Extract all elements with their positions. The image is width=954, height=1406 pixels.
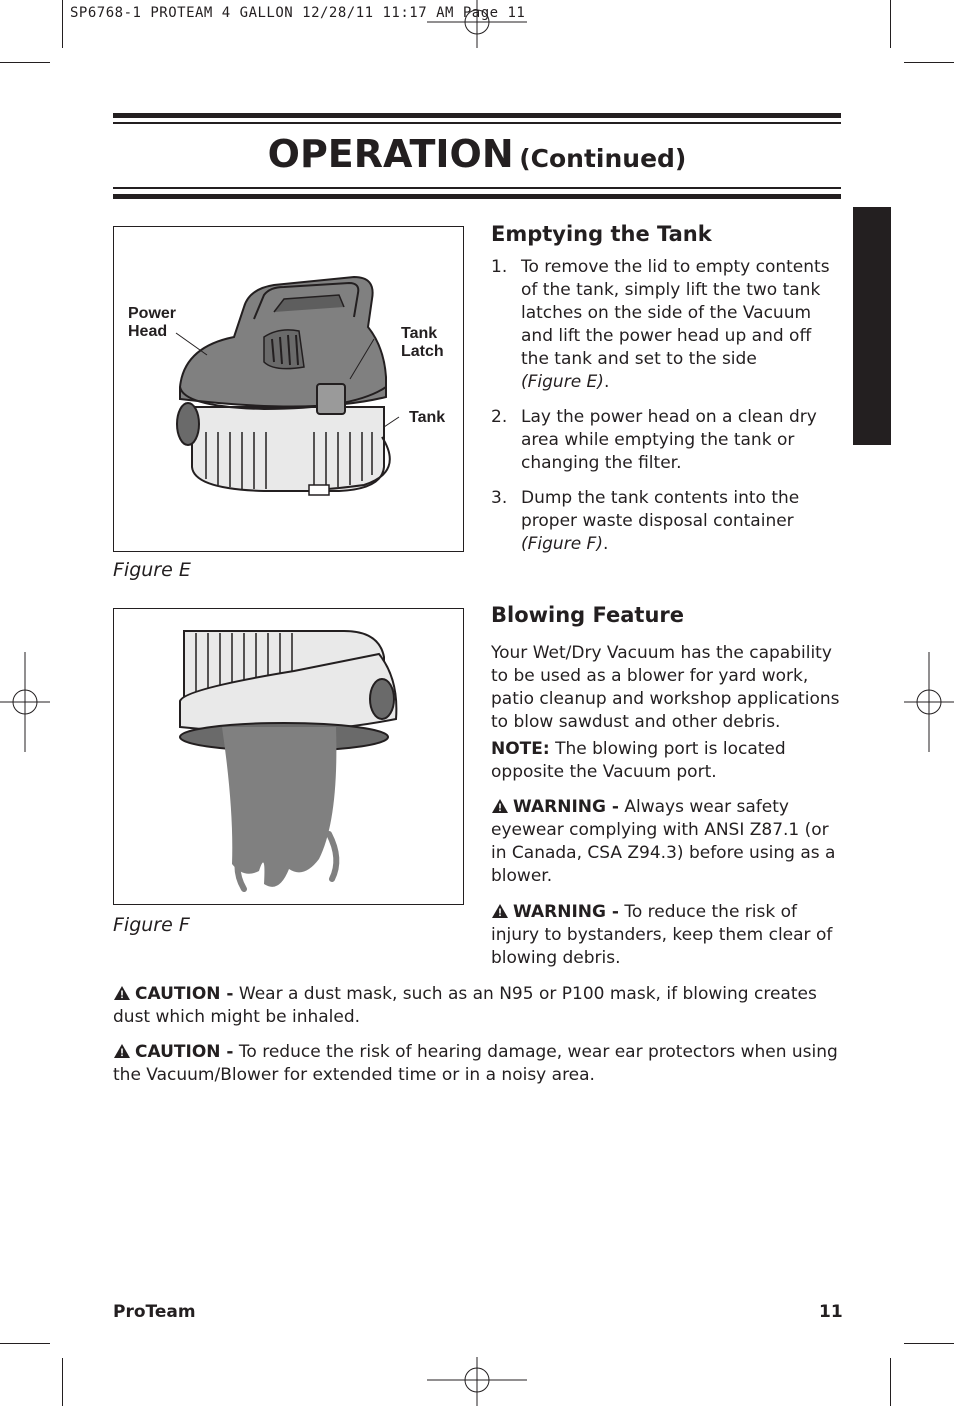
step-text: Lay the power head on a clean dry area while emptying the tank or changing the filter. bbox=[521, 407, 817, 473]
title-sub: (Continued) bbox=[519, 144, 687, 173]
vacuum-illustration bbox=[114, 227, 463, 551]
figure-f-caption: Figure F bbox=[113, 914, 190, 936]
caution-triangle-icon bbox=[113, 1043, 131, 1059]
step-item bbox=[491, 256, 837, 394]
label-tank-latch-line2: Latch bbox=[401, 343, 444, 360]
caution-label: CAUTION - bbox=[135, 984, 234, 1004]
step-text: Dump the tank contents into the proper waste disposal container bbox=[521, 488, 800, 531]
caution-hearing bbox=[113, 1041, 839, 1087]
blowing-tank-illustration bbox=[114, 609, 463, 904]
caution-text: To reduce the risk of hearing damage, wear ear protectors when using the Vacuum/Blower for extended time or in a noisy area. bbox=[113, 1042, 838, 1085]
step-figure-ref: (Figure E) bbox=[521, 372, 604, 392]
title-main: OPERATION bbox=[267, 132, 514, 176]
warning-triangle-icon bbox=[491, 903, 509, 919]
blowing-note bbox=[491, 738, 837, 784]
warning-text: To reduce the risk of injury to bystanders, keep them clear of blowing debris. bbox=[491, 902, 833, 968]
title-rule-bottom-thick bbox=[113, 194, 841, 199]
note-label: NOTE: bbox=[491, 739, 550, 759]
emptying-steps bbox=[491, 256, 837, 568]
printer-slug: SP6768-1 PROTEAM 4 GALLON 12/28/11 11:17 AM Page 11 bbox=[70, 5, 526, 21]
step-figure-ref: (Figure F) bbox=[521, 534, 603, 554]
caution-label: CAUTION - bbox=[135, 1042, 234, 1062]
step-number: 2. bbox=[491, 407, 508, 427]
step-number: 1. bbox=[491, 257, 508, 277]
blowing-warning-1 bbox=[491, 796, 837, 888]
warning-label: WARNING - bbox=[513, 797, 619, 817]
page-title bbox=[0, 132, 954, 176]
warning-label: WARNING - bbox=[513, 902, 619, 922]
label-power-head-line2: Head bbox=[128, 323, 168, 340]
warning-triangle-icon bbox=[491, 798, 509, 814]
label-tank-latch-line1: Tank bbox=[401, 325, 438, 342]
caution-triangle-icon bbox=[113, 985, 131, 1001]
title-rule-top-thin bbox=[113, 122, 841, 124]
page-number: 11 bbox=[819, 1302, 843, 1322]
title-rule-top-thick bbox=[113, 113, 841, 118]
figure-f bbox=[113, 608, 464, 905]
title-rule-bottom-thin bbox=[113, 187, 841, 189]
warning-text: Always wear safety eyewear complying with ANSI Z87.1 (or in Canada, CSA Z94.3) before using as a blower. bbox=[491, 797, 836, 886]
label-power-head-line1: Power bbox=[128, 305, 177, 322]
step-end: . bbox=[603, 372, 610, 392]
caution-text: Wear a dust mask, such as an N95 or P100 mask, if blowing creates dust which might be inhaled. bbox=[113, 984, 817, 1027]
step-text: To remove the lid to empty contents of the tank, simply lift the two tank latches on the side of the Vacuum and lift the power head up and off the tank and set to the side bbox=[521, 257, 830, 369]
step-item bbox=[491, 487, 837, 556]
blowing-intro: Your Wet/Dry Vacuum has the capability to be used as a blower for yard work, patio cleanup and workshop applications to blow sawdust and other debris. bbox=[491, 643, 840, 732]
label-tank: Tank bbox=[409, 409, 446, 426]
section-tab bbox=[853, 207, 891, 445]
blowing-warning-2 bbox=[491, 901, 837, 970]
caution-dust-mask bbox=[113, 983, 839, 1029]
footer-brand: ProTeam bbox=[113, 1302, 196, 1322]
blowing-heading: Blowing Feature bbox=[491, 603, 685, 627]
figure-e-caption: Figure E bbox=[113, 559, 191, 581]
step-number: 3. bbox=[491, 488, 508, 508]
note-text: The blowing port is located opposite the Vacuum port. bbox=[491, 739, 786, 782]
step-end: . bbox=[602, 534, 609, 554]
step-item bbox=[491, 406, 837, 475]
emptying-heading: Emptying the Tank bbox=[491, 222, 712, 246]
figure-e bbox=[113, 226, 464, 552]
